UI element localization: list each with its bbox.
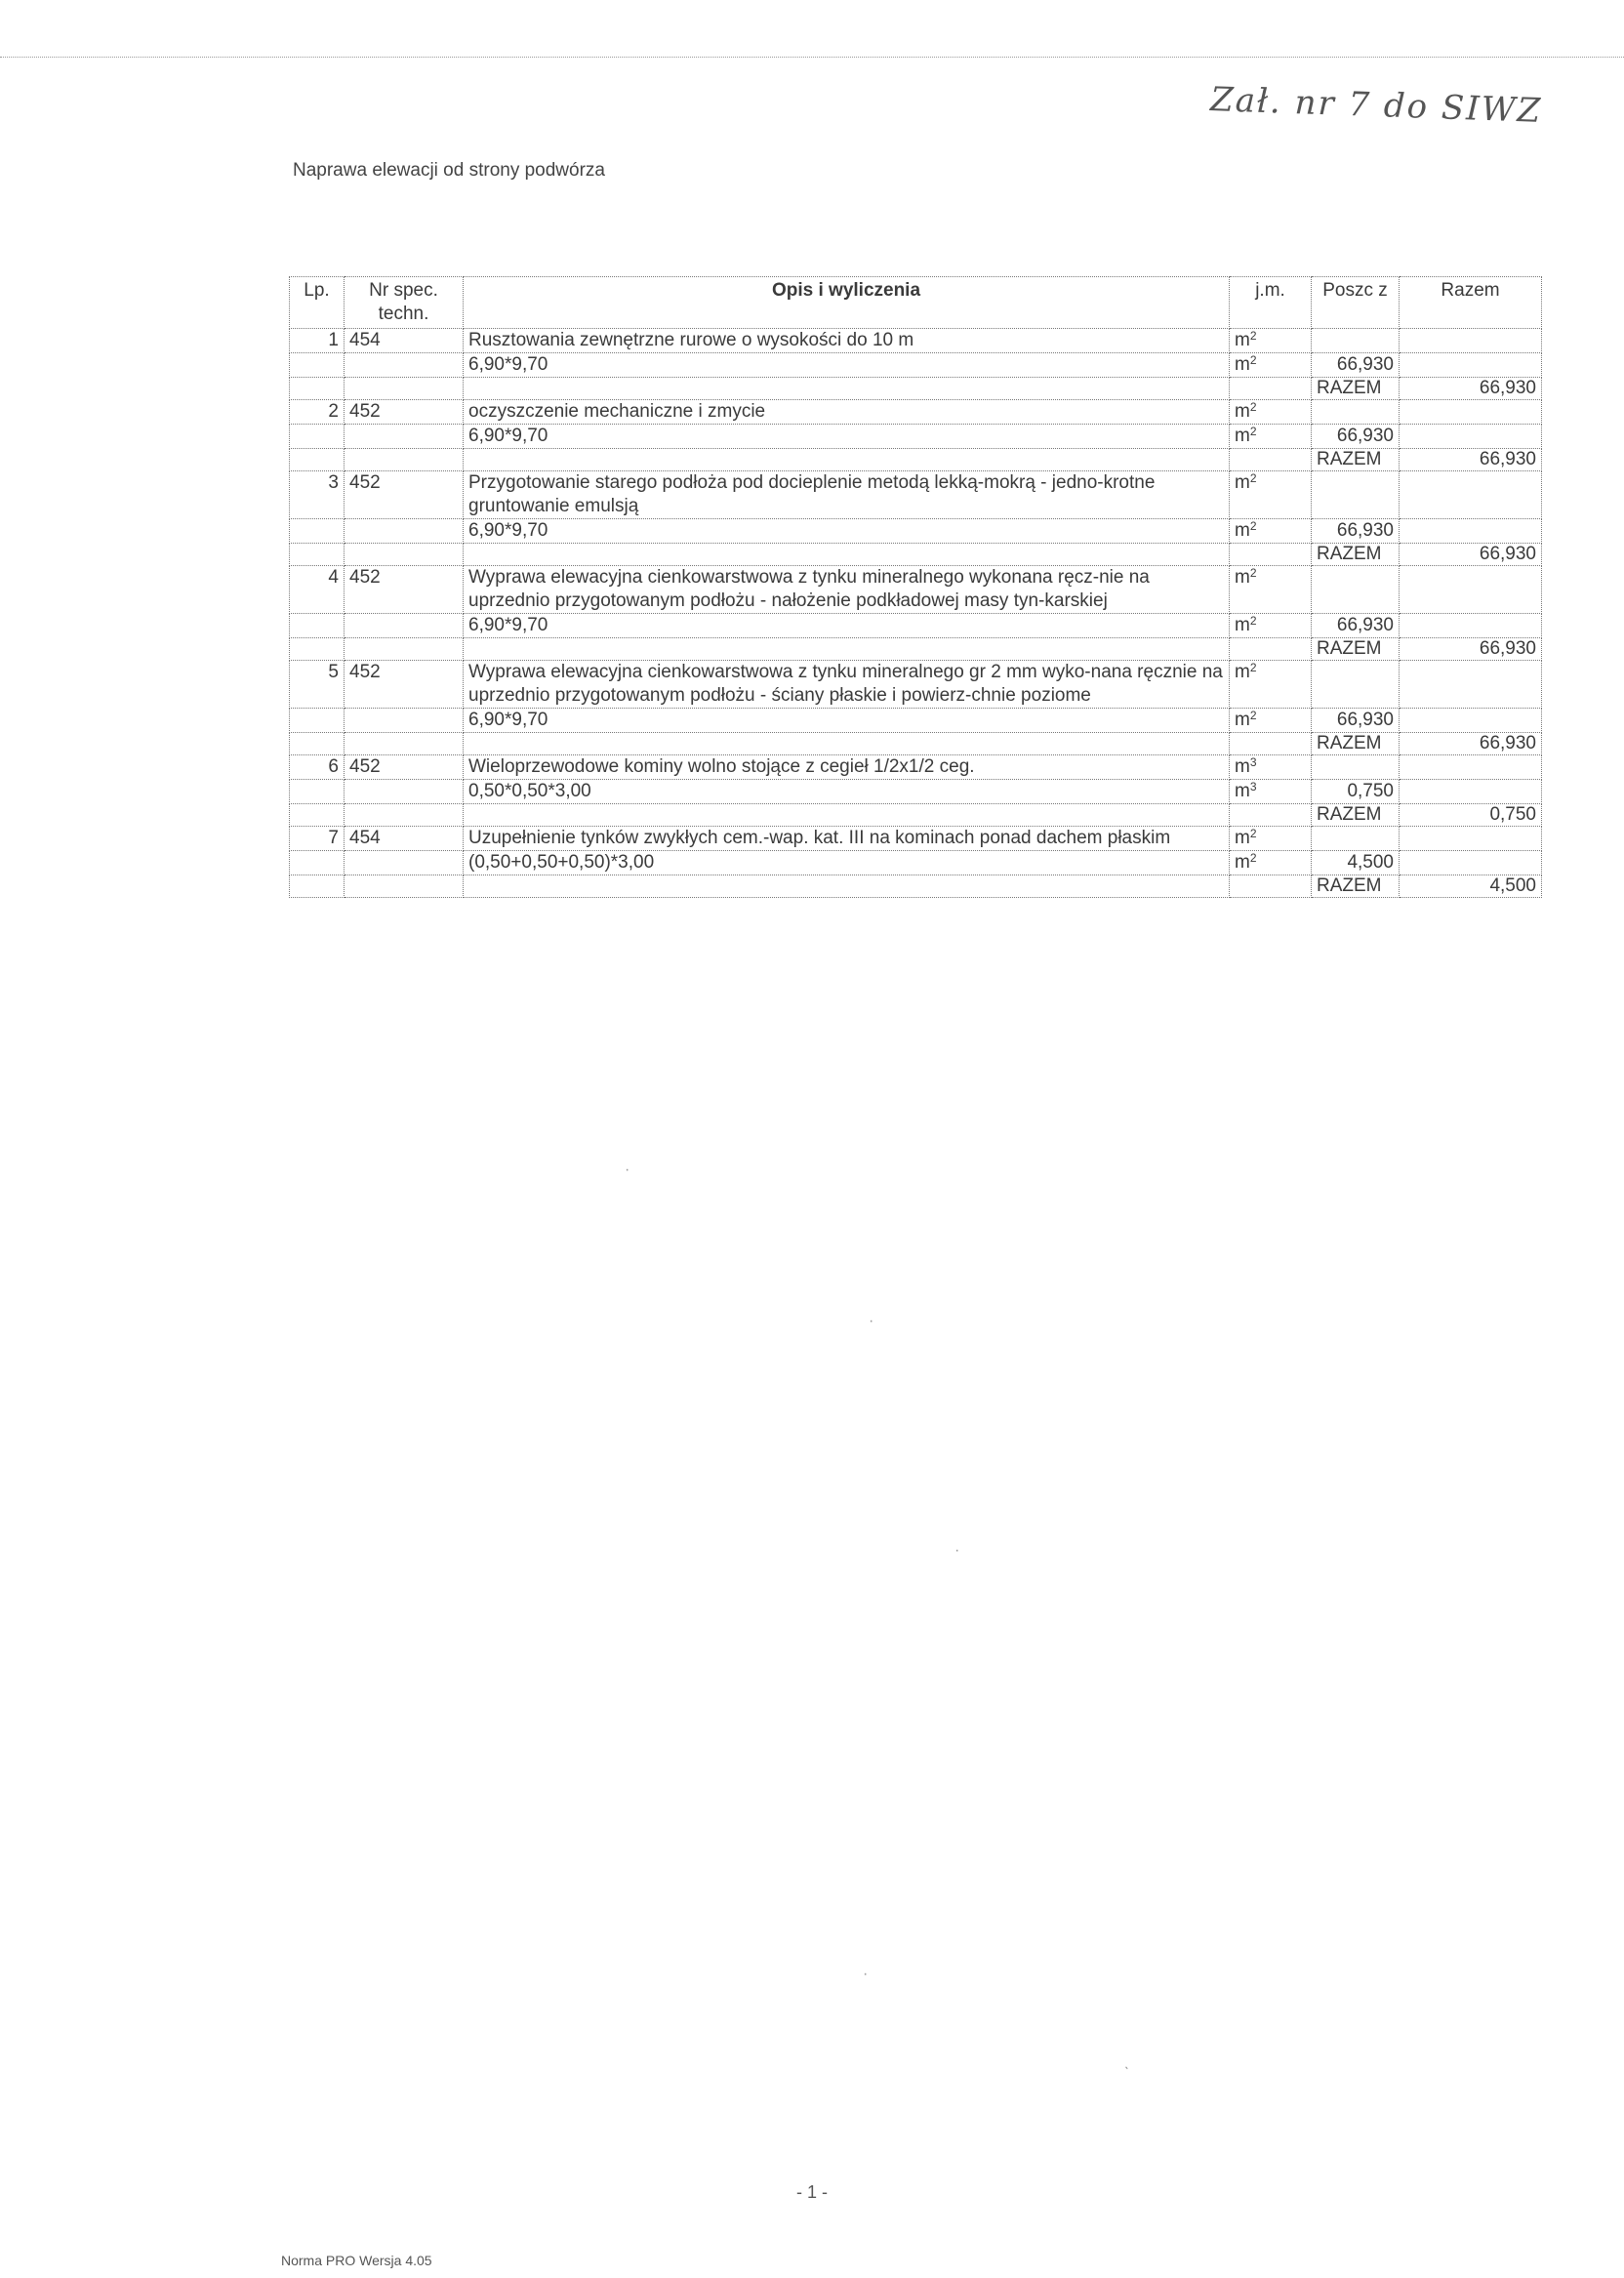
item-calculation: 0,50*0,50*3,00 <box>464 780 1230 804</box>
item-razem-empty <box>1400 661 1542 709</box>
razem-label: RAZEM <box>1312 378 1400 400</box>
item-poszcz-value: 0,750 <box>1312 780 1400 804</box>
calc-lp-empty <box>290 425 345 449</box>
item-unit: $m^2$ <box>1230 329 1312 353</box>
razem-label: RAZEM <box>1312 875 1400 898</box>
item-calculation: 6,90*9,70 <box>464 353 1230 378</box>
item-nr-spec: 452 <box>345 400 464 425</box>
item-razem-value: 66,930 <box>1400 638 1542 661</box>
table-row-calculation <box>290 614 1542 638</box>
item-description: Wyprawa elewacyjna cienkowarstwowa z tynku mineralnego wykonana ręcz-nie na uprzednio przygotowanym podłożu - nałożenie podkładowej masy tyn-karskiej <box>464 566 1230 614</box>
item-lp: 5 <box>290 661 345 709</box>
table-row <box>290 566 1542 614</box>
calc-razem-empty <box>1400 780 1542 804</box>
razem-nr-empty <box>345 875 464 898</box>
razem-label: RAZEM <box>1312 544 1400 566</box>
table-row-calculation <box>290 851 1542 875</box>
item-unit: $m^2$ <box>1230 471 1312 519</box>
header-razem: Razem <box>1400 277 1542 329</box>
razem-jm-empty <box>1230 638 1312 661</box>
razem-jm-empty <box>1230 875 1312 898</box>
unit-exponent: 2 <box>1249 827 1257 840</box>
header-jm: j.m. <box>1230 277 1312 329</box>
razem-lp-empty <box>290 875 345 898</box>
item-poszcz-empty <box>1312 329 1400 353</box>
unit-exponent: 2 <box>1249 661 1257 674</box>
table-row-razem <box>290 875 1542 898</box>
item-razem-empty <box>1400 400 1542 425</box>
razem-label: RAZEM <box>1312 638 1400 661</box>
page-number: - 1 - <box>795 2182 828 2202</box>
calc-unit: $m^2$ <box>1230 851 1312 875</box>
item-razem-empty <box>1400 566 1542 614</box>
calc-razem-empty <box>1400 425 1542 449</box>
item-razem-value: 4,500 <box>1400 875 1542 898</box>
table-row <box>290 329 1542 353</box>
calc-lp-empty <box>290 851 345 875</box>
razem-opis-empty <box>464 875 1230 898</box>
header-nr-spec: Nr spec. techn. <box>345 277 464 329</box>
item-razem-value: 66,930 <box>1400 378 1542 400</box>
item-nr-spec: 452 <box>345 755 464 780</box>
razem-nr-empty <box>345 638 464 661</box>
calc-razem-empty <box>1400 614 1542 638</box>
calc-lp-empty <box>290 519 345 544</box>
item-nr-spec: 452 <box>345 566 464 614</box>
unit-exponent: 2 <box>1249 425 1257 438</box>
scan-speck: · <box>954 1542 960 1559</box>
razem-lp-empty <box>290 378 345 400</box>
unit-exponent: 2 <box>1249 471 1257 485</box>
calc-unit: $m^2$ <box>1230 353 1312 378</box>
item-poszcz-value: 66,930 <box>1312 614 1400 638</box>
table-row-calculation <box>290 709 1542 733</box>
item-calculation: (0,50+0,50+0,50)*3,00 <box>464 851 1230 875</box>
razem-nr-empty <box>345 449 464 471</box>
razem-lp-empty <box>290 638 345 661</box>
razem-lp-empty <box>290 733 345 755</box>
item-unit: $m^2$ <box>1230 400 1312 425</box>
item-nr-spec: 454 <box>345 827 464 851</box>
table-header-row <box>290 277 1542 329</box>
software-footer: Norma PRO Wersja 4.05 <box>281 2253 432 2268</box>
calc-razem-empty <box>1400 353 1542 378</box>
item-calculation: 6,90*9,70 <box>464 709 1230 733</box>
item-razem-empty <box>1400 329 1542 353</box>
table-row-razem <box>290 449 1542 471</box>
item-poszcz-empty <box>1312 566 1400 614</box>
header-opis: Opis i wyliczenia <box>464 277 1230 329</box>
item-lp: 2 <box>290 400 345 425</box>
handwritten-annotation: Zał. nr 7 do SIWZ <box>1209 80 1543 131</box>
calc-lp-empty <box>290 709 345 733</box>
item-unit: $m^2$ <box>1230 566 1312 614</box>
razem-lp-empty <box>290 804 345 827</box>
razem-label: RAZEM <box>1312 449 1400 471</box>
calc-lp-empty <box>290 353 345 378</box>
razem-jm-empty <box>1230 804 1312 827</box>
calc-lp-empty <box>290 780 345 804</box>
calc-razem-empty <box>1400 709 1542 733</box>
item-poszcz-empty <box>1312 827 1400 851</box>
razem-nr-empty <box>345 733 464 755</box>
item-description: Rusztowania zewnętrzne rurowe o wysokości do 10 m <box>464 329 1230 353</box>
item-poszcz-empty <box>1312 661 1400 709</box>
item-calculation: 6,90*9,70 <box>464 425 1230 449</box>
item-poszcz-empty <box>1312 755 1400 780</box>
table-row <box>290 827 1542 851</box>
item-razem-empty <box>1400 827 1542 851</box>
item-razem-empty <box>1400 471 1542 519</box>
scan-edge-line <box>0 57 1624 58</box>
item-nr-spec: 454 <box>345 329 464 353</box>
item-unit: $m^2$ <box>1230 661 1312 709</box>
calc-unit: $m^2$ <box>1230 614 1312 638</box>
item-razem-value: 0,750 <box>1400 804 1542 827</box>
razem-jm-empty <box>1230 544 1312 566</box>
item-lp: 7 <box>290 827 345 851</box>
razem-opis-empty <box>464 733 1230 755</box>
unit-exponent: 2 <box>1249 566 1257 580</box>
unit-exponent: 2 <box>1249 329 1257 343</box>
item-description: Wyprawa elewacyjna cienkowarstwowa z tynku mineralnego gr 2 mm wyko-nana ręcznie na uprzednio przygotowanym podłożu - ściany płaskie i powierz-chnie poziome <box>464 661 1230 709</box>
item-nr-spec: 452 <box>345 471 464 519</box>
calc-nr-empty <box>345 519 464 544</box>
calc-nr-empty <box>345 614 464 638</box>
item-nr-spec: 452 <box>345 661 464 709</box>
razem-label: RAZEM <box>1312 804 1400 827</box>
calc-lp-empty <box>290 614 345 638</box>
item-lp: 3 <box>290 471 345 519</box>
table-row-razem <box>290 733 1542 755</box>
item-poszcz-empty <box>1312 471 1400 519</box>
razem-jm-empty <box>1230 378 1312 400</box>
item-razem-value: 66,930 <box>1400 544 1542 566</box>
calc-razem-empty <box>1400 851 1542 875</box>
table-body <box>290 329 1542 898</box>
razem-lp-empty <box>290 449 345 471</box>
item-lp: 6 <box>290 755 345 780</box>
item-razem-empty <box>1400 755 1542 780</box>
calc-nr-empty <box>345 780 464 804</box>
item-lp: 1 <box>290 329 345 353</box>
item-poszcz-empty <box>1312 400 1400 425</box>
calc-nr-empty <box>345 851 464 875</box>
scan-speck: · <box>625 1161 630 1178</box>
item-razem-value: 66,930 <box>1400 449 1542 471</box>
item-poszcz-value: 66,930 <box>1312 709 1400 733</box>
item-razem-value: 66,930 <box>1400 733 1542 755</box>
calc-unit: $m^2$ <box>1230 519 1312 544</box>
unit-exponent: 2 <box>1249 400 1257 414</box>
unit-exponent: 2 <box>1249 851 1257 865</box>
table-row-calculation <box>290 353 1542 378</box>
item-description: Wieloprzewodowe kominy wolno stojące z cegieł 1/2x1/2 ceg. <box>464 755 1230 780</box>
scan-speck: · <box>863 1966 869 1982</box>
razem-nr-empty <box>345 378 464 400</box>
table-row-razem <box>290 638 1542 661</box>
item-description: Uzupełnienie tynków zwykłych cem.-wap. kat. III na kominach ponad dachem płaskim <box>464 827 1230 851</box>
item-poszcz-value: 66,930 <box>1312 425 1400 449</box>
razem-jm-empty <box>1230 449 1312 471</box>
calc-nr-empty <box>345 709 464 733</box>
document-title: Naprawa elewacji od strony podwórza <box>293 160 605 181</box>
table-row <box>290 471 1542 519</box>
item-unit: $m^2$ <box>1230 827 1312 851</box>
item-unit: $m^3$ <box>1230 755 1312 780</box>
calc-unit: $m^2$ <box>1230 709 1312 733</box>
item-calculation: 6,90*9,70 <box>464 519 1230 544</box>
cost-estimate-table <box>289 276 1542 898</box>
item-calculation: 6,90*9,70 <box>464 614 1230 638</box>
calc-nr-empty <box>345 353 464 378</box>
calc-razem-empty <box>1400 519 1542 544</box>
table-row <box>290 661 1542 709</box>
razem-opis-empty <box>464 544 1230 566</box>
razem-opis-empty <box>464 449 1230 471</box>
table-row-calculation <box>290 780 1542 804</box>
item-poszcz-value: 66,930 <box>1312 353 1400 378</box>
table-row-calculation <box>290 519 1542 544</box>
scan-speck: ˎ <box>1124 2054 1130 2070</box>
unit-exponent: 3 <box>1249 755 1257 769</box>
table-row-razem <box>290 544 1542 566</box>
header-lp: Lp. <box>290 277 345 329</box>
razem-nr-empty <box>345 804 464 827</box>
scan-speck: · <box>869 1313 874 1329</box>
razem-opis-empty <box>464 378 1230 400</box>
razem-jm-empty <box>1230 733 1312 755</box>
item-poszcz-value: 66,930 <box>1312 519 1400 544</box>
item-description: oczyszczenie mechaniczne i zmycie <box>464 400 1230 425</box>
calc-unit: $m^2$ <box>1230 425 1312 449</box>
razem-lp-empty <box>290 544 345 566</box>
unit-exponent: 2 <box>1249 709 1257 722</box>
item-description: Przygotowanie starego podłoża pod docieplenie metodą lekką-mokrą - jedno-krotne gruntowanie emulsją <box>464 471 1230 519</box>
table-row-calculation <box>290 425 1542 449</box>
table-row <box>290 400 1542 425</box>
unit-exponent: 2 <box>1249 519 1257 533</box>
table-row <box>290 755 1542 780</box>
unit-exponent: 3 <box>1249 780 1257 793</box>
unit-exponent: 2 <box>1249 614 1257 628</box>
header-poszcz: Poszc z <box>1312 277 1400 329</box>
razem-label: RAZEM <box>1312 733 1400 755</box>
unit-exponent: 2 <box>1249 353 1257 367</box>
table-row-razem <box>290 804 1542 827</box>
razem-opis-empty <box>464 638 1230 661</box>
razem-opis-empty <box>464 804 1230 827</box>
item-poszcz-value: 4,500 <box>1312 851 1400 875</box>
table-row-razem <box>290 378 1542 400</box>
calc-unit: $m^3$ <box>1230 780 1312 804</box>
calc-nr-empty <box>345 425 464 449</box>
razem-nr-empty <box>345 544 464 566</box>
item-lp: 4 <box>290 566 345 614</box>
